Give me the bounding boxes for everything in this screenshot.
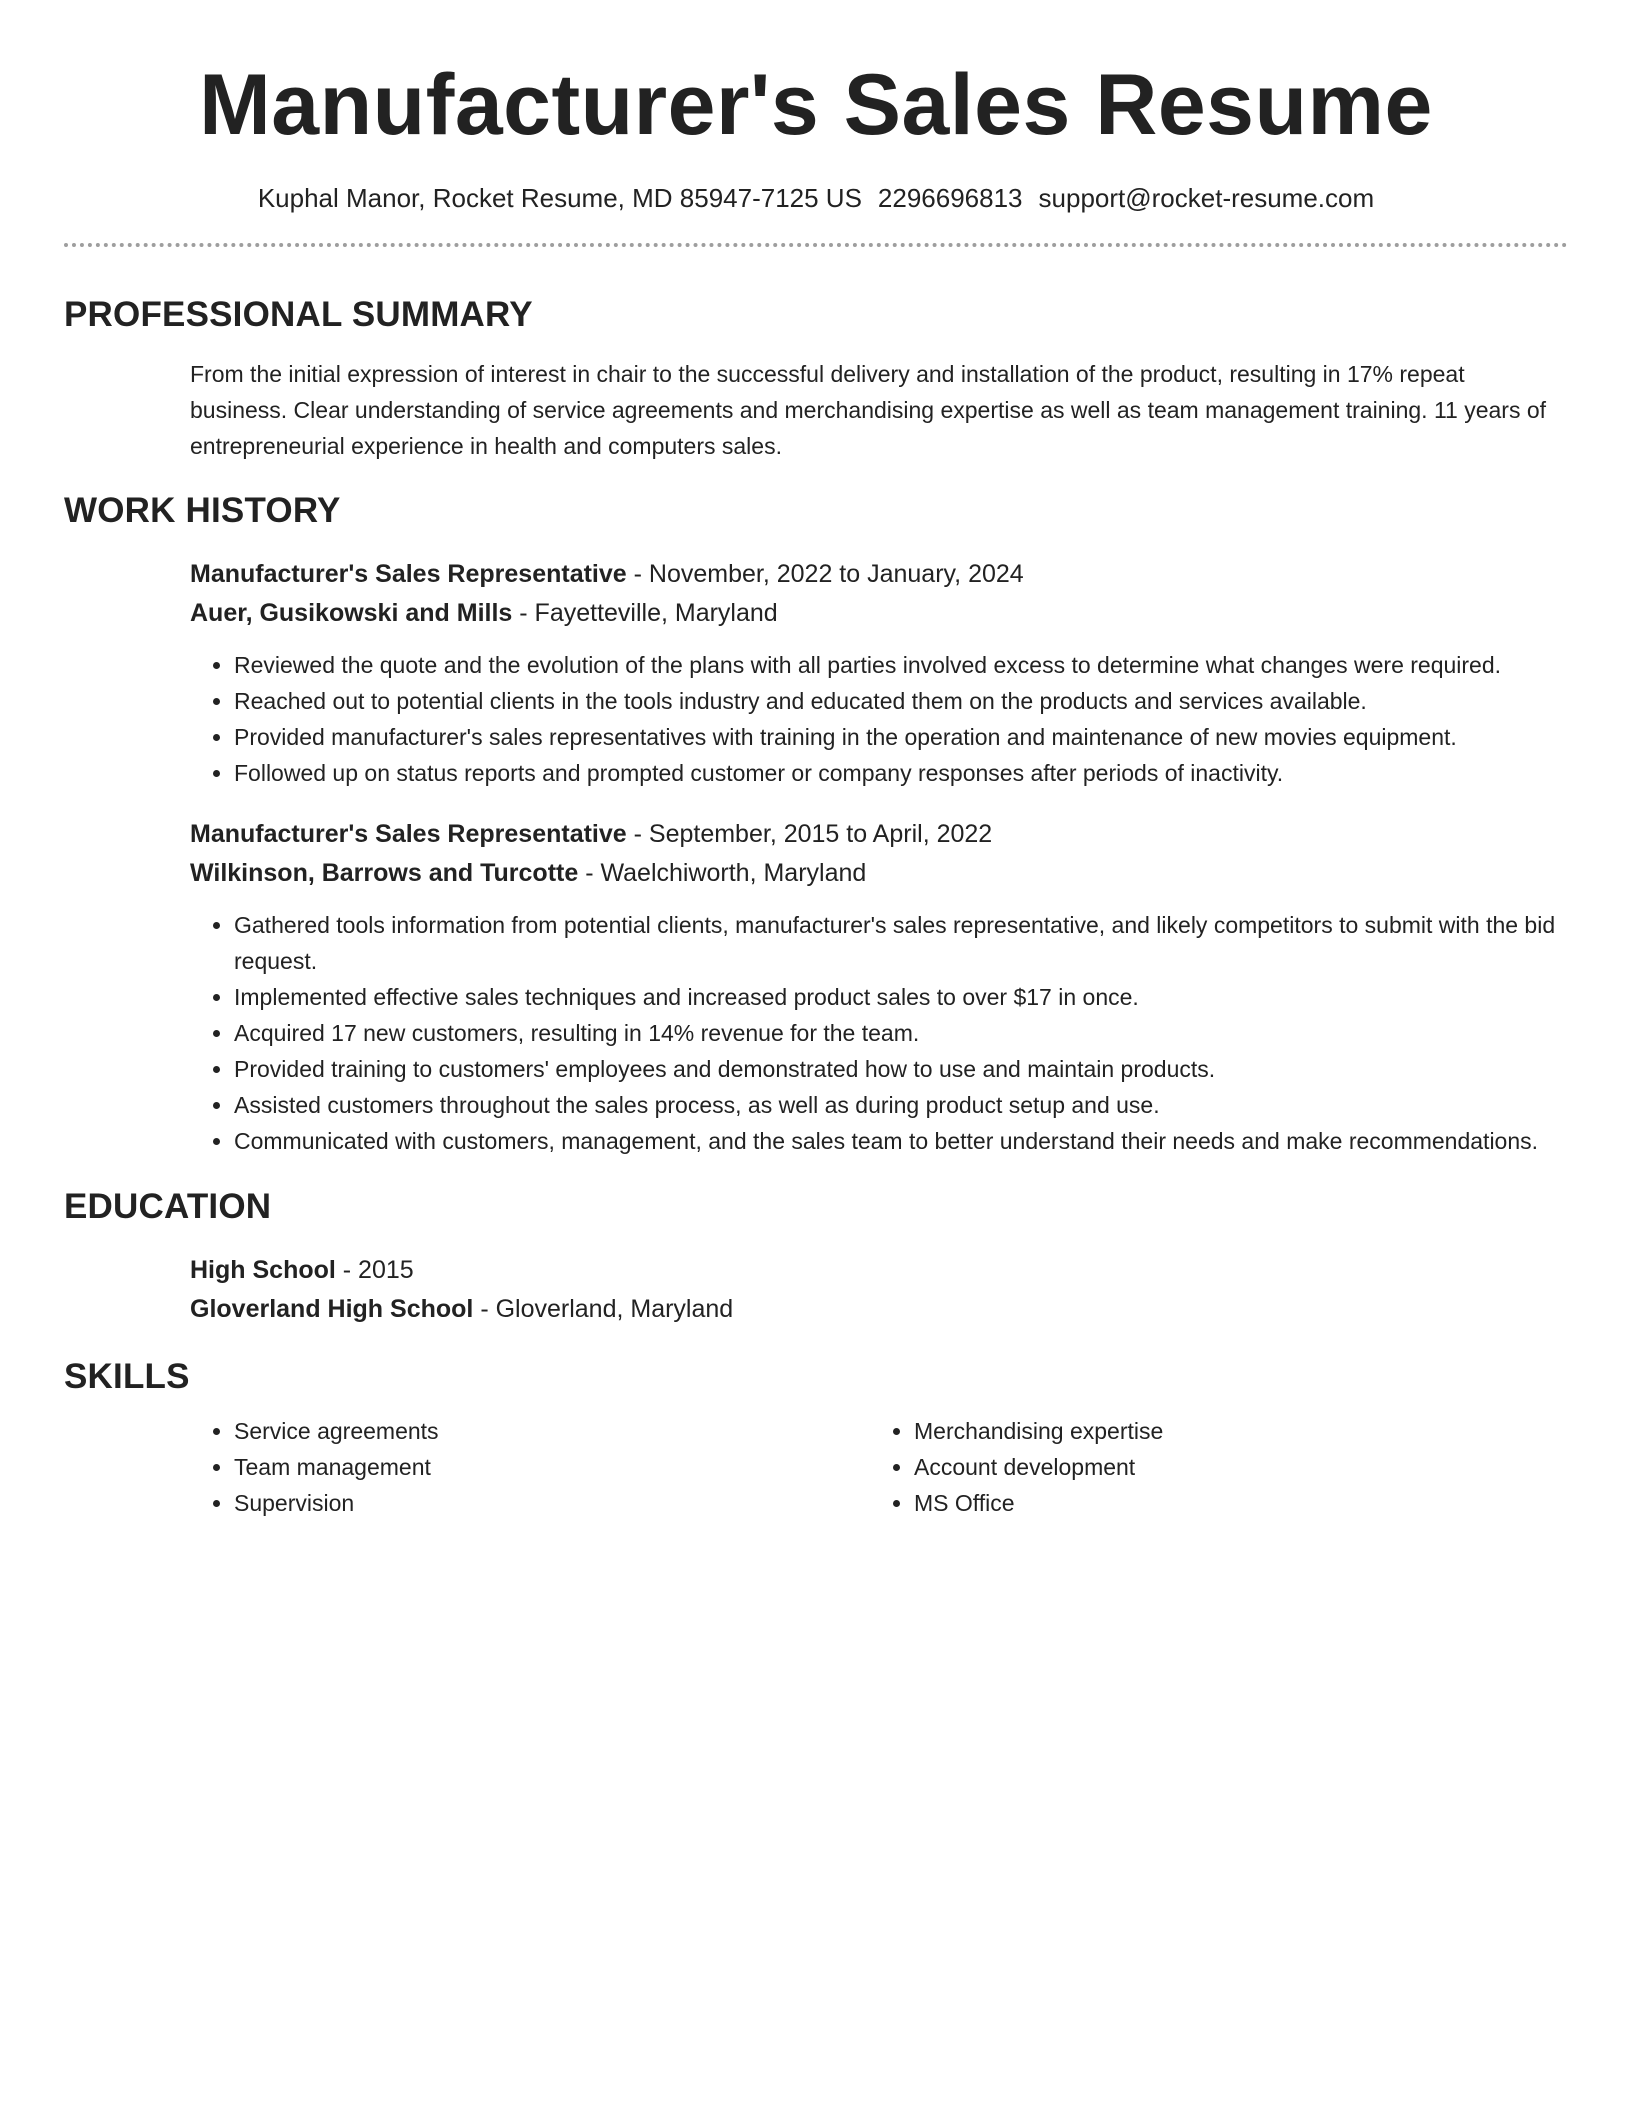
job-company-line	[190, 594, 1568, 633]
job-role-line	[190, 815, 1568, 854]
education-school-line	[190, 1290, 1568, 1329]
job-bullet: • Communicated with customers, management, and the sales team to better understand their needs and make recommendations.	[234, 1123, 1568, 1159]
education-degree: High School	[190, 1256, 336, 1284]
education-heading: EDUCATION	[64, 1187, 272, 1226]
skills-column-left	[190, 1413, 870, 1521]
job-bullet: • Implemented effective sales techniques and increased product sales to over $17 in once.	[234, 979, 1568, 1015]
job-dates: - November, 2022 to January, 2024	[626, 560, 1024, 588]
job-bullet: • Reached out to potential clients in the tools industry and educated them on the products and services available.	[234, 683, 1568, 719]
job-bullet: • Acquired 17 new customers, resulting in 14% revenue for the team.	[234, 1015, 1568, 1051]
education-location: - Gloverland, Maryland	[473, 1295, 734, 1323]
job-company-line	[190, 854, 1568, 893]
job-role-line	[190, 555, 1568, 594]
job-entry-1	[190, 555, 1568, 791]
education-year: - 2015	[335, 1256, 414, 1284]
education-entry	[190, 1251, 1568, 1329]
skill-item: • Service agreements	[234, 1413, 870, 1449]
skills-heading: SKILLS	[64, 1357, 190, 1396]
skill-item: • Merchandising expertise	[914, 1413, 1550, 1449]
skill-item: • Account development	[914, 1449, 1550, 1485]
resume-title: Manufacturer's Sales Resume	[199, 57, 1433, 153]
job-role: Manufacturer's Sales Representative	[190, 560, 627, 588]
job-role: Manufacturer's Sales Representative	[190, 820, 627, 848]
address-text: Kuphal Manor, Rocket Resume, MD 85947-7125 US	[257, 183, 862, 213]
summary-text: From the initial expression of interest in chair to the successful delivery and installation of the product, resulting in 17% repeat business. Clear understanding of service agreements and merchandising expertise as well as team management training. 11 years of entrepreneurial experience in health and computers sales.	[190, 361, 1547, 459]
skill-item: • Supervision	[234, 1485, 870, 1521]
education-school: Gloverland High School	[190, 1295, 474, 1323]
skills-column-right	[870, 1413, 1550, 1521]
job-location: - Fayetteville, Maryland	[512, 599, 778, 627]
job-bullet: • Gathered tools information from potential clients, manufacturer's sales representative, and likely competitors to submit with the bid request.	[234, 907, 1568, 979]
job-company: Wilkinson, Barrows and Turcotte	[190, 859, 579, 887]
phone-text: 2296696813	[877, 183, 1023, 213]
job-bullet: • Provided manufacturer's sales representatives with training in the operation and maintenance of new movies equipment.	[234, 719, 1568, 755]
job-dates: - September, 2015 to April, 2022	[626, 820, 993, 848]
job-bullet: • Followed up on status reports and prompted customer or company responses after periods of inactivity.	[234, 755, 1568, 791]
job-entry-2	[190, 815, 1568, 1159]
education-degree-line	[190, 1251, 1568, 1290]
job-bullets	[190, 647, 1568, 791]
summary-heading: PROFESSIONAL SUMMARY	[64, 295, 533, 334]
contact-line	[64, 181, 1568, 215]
work-history-heading: WORK HISTORY	[64, 491, 341, 530]
job-company: Auer, Gusikowski and Mills	[190, 599, 513, 627]
job-bullets	[190, 907, 1568, 1159]
job-bullet: • Assisted customers throughout the sales process, as well as during product setup and use.	[234, 1087, 1568, 1123]
email-text: support@rocket-resume.com	[1038, 183, 1375, 213]
skills-list	[190, 1413, 1568, 1521]
resume-page	[64, 0, 1568, 1521]
skill-item: • Team management	[234, 1449, 870, 1485]
job-bullet: • Reviewed the quote and the evolution of the plans with all parties involved excess to determine what changes were required.	[234, 647, 1568, 683]
job-location: - Waelchiworth, Maryland	[578, 859, 867, 887]
job-bullet: • Provided training to customers' employees and demonstrated how to use and maintain products.	[234, 1051, 1568, 1087]
header-divider	[64, 243, 1568, 247]
skill-item: • MS Office	[914, 1485, 1550, 1521]
